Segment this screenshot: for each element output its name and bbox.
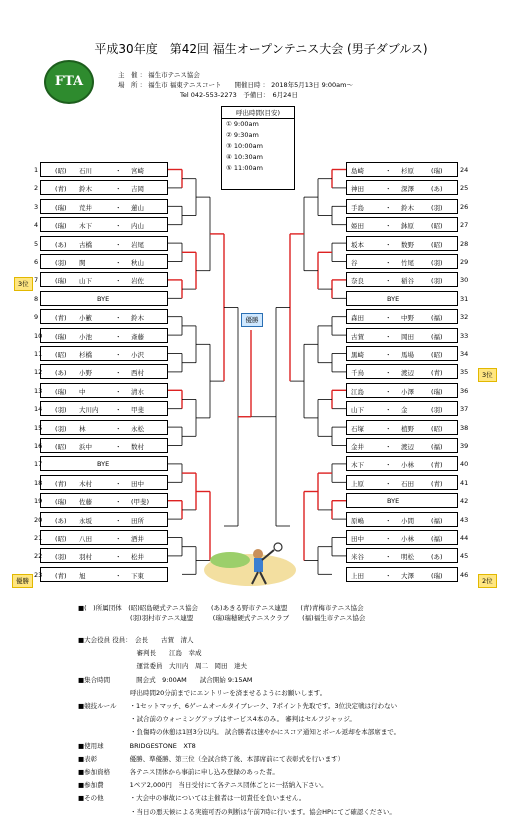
player-a: 永坂: [79, 516, 92, 525]
bye-label: BYE: [97, 460, 110, 469]
entry-row: [40, 328, 168, 343]
entry-number: 12: [34, 368, 43, 377]
player-a: 石川: [79, 167, 92, 175]
club: (昭): [55, 443, 67, 451]
entry-row: [346, 180, 458, 195]
call-time: ⑤ 11:00am: [226, 164, 263, 172]
entry-number: 9: [34, 313, 39, 322]
entry-number: 40: [460, 460, 469, 469]
entry-row: [40, 162, 168, 177]
player-b: 金: [401, 406, 408, 415]
entry-number: 32: [460, 313, 469, 322]
entry-number: 19: [34, 497, 43, 506]
dot: ・: [385, 479, 392, 488]
dot: ・: [385, 443, 392, 451]
page-title: 平成30年度 第42回 福生オープンテニス大会 (男子ダブルス): [94, 42, 428, 56]
player-a: 神田: [351, 185, 364, 194]
player-a: 佐藤: [79, 498, 92, 507]
dot: ・: [115, 167, 122, 175]
player-b: 竹尾: [401, 259, 414, 267]
club: (昭): [431, 240, 443, 249]
rule-line: ・負傷時の休憩は1回3分以内。 試合勝者は速やかにスコア通知とボール返却を本部席まで。: [78, 728, 401, 737]
rule-line: ■大会役員 役員： 会長 古賀 清人: [78, 636, 194, 644]
dot: ・: [385, 535, 392, 543]
entry-row: [40, 346, 168, 361]
player-b: 斎藤: [131, 332, 144, 341]
player-a: 上田: [351, 571, 364, 580]
player-b: 内山: [131, 222, 144, 231]
third-place-badge: 3位: [478, 368, 497, 382]
dot: ・: [385, 222, 392, 231]
entry-row: [40, 199, 168, 214]
dot: ・: [115, 185, 122, 194]
rule-line: ■その他 ・大会中の事故については主催者は一切責任を負いません。: [78, 794, 306, 803]
entry-row: [40, 364, 168, 379]
entry-number: 26: [460, 202, 469, 211]
rule-line: ■表彰 優勝、準優勝、第三位（全試合終了後、本部席前にて表彰式を行います）: [78, 754, 345, 763]
entry-row: [346, 530, 458, 545]
player-a: 森田: [351, 314, 364, 323]
player-a: 金井: [351, 443, 364, 451]
player-b: 吉岡: [131, 185, 144, 194]
club: (昭): [431, 222, 443, 231]
player-b: 蓮山: [131, 203, 144, 212]
player-b: 植野: [401, 424, 414, 433]
entry-number: 39: [460, 442, 469, 450]
player-b: 田所: [131, 516, 144, 525]
club: (羽): [55, 406, 67, 415]
player-a: 小池: [79, 332, 92, 341]
player-b: 小間: [401, 516, 414, 525]
player-a: 杉橋: [79, 351, 92, 359]
dot: ・: [115, 443, 122, 451]
entry-row: [346, 475, 458, 490]
entry-row: [40, 291, 168, 306]
player-b: 馬場: [401, 351, 414, 359]
entry-row: [346, 272, 458, 287]
club: (青): [55, 314, 67, 323]
dot: ・: [385, 167, 392, 175]
entry-number: 31: [460, 294, 469, 303]
entry-number: 3: [34, 202, 39, 211]
entry-row: [40, 512, 168, 527]
club: (青): [55, 185, 67, 194]
runner-up-badge: 2位: [478, 574, 497, 588]
dot: ・: [385, 185, 392, 194]
dot: ・: [385, 461, 392, 470]
entry-number: 18: [34, 478, 43, 487]
entry-number: 41: [460, 478, 469, 487]
entry-number: 13: [34, 386, 43, 395]
club: (福): [431, 443, 443, 451]
player-b: 岡田: [401, 332, 414, 341]
dot: ・: [385, 277, 392, 286]
player-a: 八田: [79, 535, 92, 543]
entry-row: [40, 493, 168, 508]
player-b: 小沢: [131, 351, 144, 359]
entry-row: [40, 180, 168, 195]
logo-text: FTA: [54, 74, 84, 89]
entry-number: 33: [460, 331, 469, 340]
player-a: 木下: [351, 461, 364, 470]
winner-badge: 優勝: [12, 574, 33, 588]
dot: ・: [385, 424, 392, 433]
entry-number: 5: [34, 239, 39, 248]
tennis-player-illustration: [200, 540, 300, 590]
club: (あ): [55, 240, 67, 249]
club: (瑞): [431, 571, 443, 580]
player-a: 千鳥: [351, 369, 364, 378]
player-b: 秋山: [131, 259, 144, 267]
club: (瑞): [431, 387, 443, 396]
club: (昭): [431, 424, 443, 433]
club: (瑞): [55, 387, 67, 396]
player-b: 渡辺: [401, 369, 414, 378]
club: (昭): [55, 351, 67, 359]
entry-number: 42: [460, 497, 469, 506]
dot: ・: [115, 203, 122, 212]
dot: ・: [115, 277, 122, 286]
entry-row: [346, 291, 458, 306]
info-line: Tel 042-553-2273 予備日： 6月24日: [180, 91, 298, 99]
entry-number: 4: [34, 221, 39, 230]
entry-row: [346, 438, 458, 453]
player-b: 鉢原: [401, 222, 414, 231]
club: (昭): [55, 535, 67, 543]
player-a: 小野: [79, 369, 92, 378]
champion-center-label: 優勝: [241, 313, 263, 327]
entry-number: 24: [460, 166, 469, 174]
rule-line: ・当日の悪天候による実施可否の判断は午前7時に行います。協会HPにてご確認ください。: [78, 807, 396, 816]
entry-row: [346, 328, 458, 343]
player-a: 田中: [351, 535, 364, 543]
player-b: 永松: [131, 424, 144, 433]
player-a: 上原: [351, 479, 364, 488]
player-a: 奈良: [351, 277, 364, 286]
player-b: 宮崎: [131, 167, 144, 175]
club: (羽): [431, 259, 443, 267]
player-a: 谷: [351, 259, 358, 267]
entry-row: [40, 217, 168, 232]
dot: ・: [385, 516, 392, 525]
player-a: 姫田: [351, 222, 364, 231]
club: (あ): [55, 369, 67, 378]
dot: ・: [385, 332, 392, 341]
club: (羽): [55, 259, 67, 267]
player-b: 石田: [401, 479, 414, 488]
entry-row: [40, 475, 168, 490]
player-a: 米谷: [351, 553, 364, 562]
legend-line: (羽)羽村市テニス連盟 (瑞)瑞穂硬式テニスクラブ (福)福生市テニス協会: [78, 614, 366, 622]
club: (福): [431, 535, 443, 543]
player-a: 関: [79, 259, 86, 267]
entry-row: [346, 493, 458, 508]
third-place-badge: 3位: [14, 277, 33, 291]
entry-number: 46: [460, 570, 469, 579]
entry-number: 45: [460, 552, 469, 561]
dot: ・: [385, 553, 392, 562]
player-a: 江島: [351, 387, 364, 396]
rule-line: ■集合時間 開会式 9:00AM 試合開始 9:15AM: [78, 675, 253, 684]
dot: ・: [115, 387, 122, 396]
player-a: 荒井: [79, 203, 92, 212]
entry-row: [40, 272, 168, 287]
player-b: 数村: [131, 443, 144, 451]
entry-number: 44: [460, 534, 469, 542]
player-a: 木下: [79, 222, 92, 231]
club: (あ): [55, 516, 67, 525]
entry-row: [40, 236, 168, 251]
club: (福): [431, 516, 443, 525]
dot: ・: [115, 351, 122, 359]
player-a: 坂本: [351, 240, 364, 249]
player-a: 山下: [351, 406, 364, 415]
player-b: 下東: [131, 571, 144, 580]
club: (福): [431, 314, 443, 323]
dot: ・: [385, 387, 392, 396]
entry-row: [346, 217, 458, 232]
entry-row: [40, 383, 168, 398]
entry-row: [346, 456, 458, 471]
player-a: 古賀: [351, 332, 364, 341]
call-time: ④ 10:30am: [226, 153, 263, 161]
player-b: 清水: [131, 387, 144, 396]
club: (羽): [55, 553, 67, 562]
player-a: 古橋: [79, 240, 92, 249]
dot: ・: [115, 369, 122, 378]
dot: ・: [115, 498, 122, 507]
call-time: ③ 10:00am: [226, 142, 263, 150]
club: (青): [431, 369, 443, 378]
dot: ・: [115, 240, 122, 249]
player-a: 手島: [351, 203, 364, 212]
player-b: 岩佐: [131, 277, 144, 286]
entry-row: [40, 530, 168, 545]
entry-number: 6: [34, 258, 39, 266]
entry-row: [346, 512, 458, 527]
club: (羽): [431, 277, 443, 286]
rule-line: ■参加資格 各テニス団体から事前に申し込み登録のあった者。: [78, 768, 279, 776]
club: (瑞): [55, 332, 67, 341]
club: (瑞): [431, 167, 443, 175]
dot: ・: [115, 332, 122, 341]
entry-row: [346, 254, 458, 269]
legend-line: ■( )所属団体 (昭)昭島硬式テニス協会 (あ)あきる野市テニス連盟 (青)青梅市テニス協会: [78, 604, 364, 612]
player-b: 稲谷: [401, 277, 414, 286]
entry-number: 36: [460, 386, 469, 395]
player-b: 小林: [401, 461, 414, 470]
player-a: 旭: [79, 571, 86, 580]
entry-number: 28: [460, 239, 469, 248]
entry-number: 37: [460, 405, 469, 414]
entry-row: [40, 456, 168, 471]
player-a: 石塚: [351, 424, 364, 433]
entry-number: 14: [34, 405, 43, 414]
player-a: 原嶋: [351, 516, 364, 525]
club: (羽): [431, 406, 443, 415]
player-a: 大川内: [79, 406, 99, 415]
entry-number: 16: [34, 442, 43, 450]
player-a: 島崎: [351, 167, 364, 175]
entry-number: 8: [34, 294, 39, 303]
dot: ・: [115, 535, 122, 543]
dot: ・: [115, 406, 122, 415]
bye-label: BYE: [387, 294, 400, 303]
call-time-header: 呼出時間(目安): [222, 107, 294, 119]
club: (青): [431, 461, 443, 470]
entry-number: 22: [34, 552, 43, 561]
entry-row: [346, 162, 458, 177]
entry-number: 25: [460, 184, 469, 193]
info-line: 主 催 ： 福生市テニス協会: [118, 71, 200, 79]
entry-number: 29: [460, 258, 469, 266]
club: (あ): [431, 553, 443, 562]
entry-row: [346, 364, 458, 379]
dot: ・: [385, 406, 392, 415]
club: (瑞): [55, 277, 67, 286]
player-a: 鈴木: [79, 185, 92, 194]
dot: ・: [385, 203, 392, 212]
player-a: 山下: [79, 277, 92, 286]
dot: ・: [115, 479, 122, 488]
player-b: 小澤: [401, 387, 414, 396]
player-a: 羽村: [79, 553, 92, 562]
entry-number: 2: [34, 184, 39, 193]
entry-number: 43: [460, 515, 469, 524]
player-a: 黒崎: [351, 351, 364, 359]
player-b: 西村: [131, 369, 144, 378]
entry-number: 20: [34, 515, 43, 524]
entry-number: 27: [460, 221, 469, 230]
entry-row: [40, 438, 168, 453]
bye-label: BYE: [387, 497, 400, 506]
club: (青): [431, 479, 443, 488]
club: (福): [431, 332, 443, 341]
entry-number: 10: [34, 331, 43, 340]
player-b: 大澤: [401, 571, 414, 580]
rule-line: ■使用球 BRIDGESTONE XT8: [78, 741, 196, 750]
dot: ・: [115, 571, 122, 580]
dot: ・: [115, 516, 122, 525]
entry-number: 23: [34, 570, 43, 579]
entry-row: [346, 199, 458, 214]
dot: ・: [385, 259, 392, 267]
dot: ・: [385, 240, 392, 249]
entry-row: [346, 383, 458, 398]
entry-number: 34: [460, 350, 469, 358]
player-a: 小籔: [79, 314, 92, 323]
player-a: 木村: [79, 479, 92, 488]
entry-row: [346, 401, 458, 416]
rule-line: 呼出時間20分前までにエントリーを済ませるようにお願いします。: [78, 688, 327, 697]
player-a: 中: [79, 387, 86, 396]
entry-number: 30: [460, 276, 469, 285]
entry-row: [40, 420, 168, 435]
dot: ・: [385, 314, 392, 323]
club: (昭): [55, 167, 67, 175]
dot: ・: [385, 571, 392, 580]
player-b: 鈴木: [131, 314, 144, 323]
player-a: 浜中: [79, 443, 92, 451]
player-b: 渡辺: [401, 443, 414, 451]
player-b: (甲斐): [131, 498, 150, 507]
player-b: 酒井: [131, 535, 144, 543]
entry-number: 35: [460, 368, 469, 377]
player-b: 杉原: [401, 167, 414, 175]
bye-label: BYE: [97, 294, 110, 303]
dot: ・: [385, 369, 392, 378]
entry-number: 17: [34, 460, 43, 469]
club: (瑞): [55, 203, 67, 212]
entry-number: 11: [34, 350, 43, 358]
player-b: 田中: [131, 479, 144, 488]
rule-line: 運営委員 大川内 周二 岡田 達夫: [78, 662, 247, 671]
player-b: 小林: [401, 535, 414, 543]
dot: ・: [115, 222, 122, 231]
dot: ・: [385, 351, 392, 359]
player-b: 岩尾: [131, 240, 144, 249]
entry-row: [40, 309, 168, 324]
entry-number: 38: [460, 423, 469, 432]
entry-number: 15: [34, 423, 43, 432]
player-b: 鈴木: [401, 203, 414, 212]
club: (青): [55, 479, 67, 488]
player-b: 数野: [401, 240, 414, 249]
rule-line: ■競技ルール ・1セットマッチ、6ゲームオールタイブレーク、7ポイント先取です。3位決定戦は行わない: [78, 702, 398, 710]
player-b: 明松: [401, 553, 414, 562]
dot: ・: [115, 424, 122, 433]
entry-row: [346, 346, 458, 361]
entry-row: [40, 254, 168, 269]
dot: ・: [115, 553, 122, 562]
entry-row: [346, 567, 458, 582]
entry-row: [346, 309, 458, 324]
call-time: ① 9:00am: [226, 120, 259, 128]
club: (青): [55, 571, 67, 580]
entry-row: [40, 567, 168, 582]
entry-row: [346, 548, 458, 563]
info-line: 場 所 ： 福生市 福東テニスコート 開催日時 ： 2018年5月13日 9:00am～: [118, 81, 353, 89]
rule-line: ■参加費 1ペア2,000円 当日受付にて各テニス団体ごとに一括納入下さい。: [78, 781, 328, 790]
player-b: 松井: [131, 553, 144, 562]
club: (羽): [55, 424, 67, 433]
entry-row: [346, 236, 458, 251]
call-time: ② 9:30am: [226, 131, 259, 139]
player-a: 林: [79, 424, 86, 433]
entry-row: [40, 548, 168, 563]
club: (瑞): [55, 222, 67, 231]
player-b: 深澤: [401, 185, 414, 194]
dot: ・: [115, 314, 122, 323]
club: (昭): [431, 351, 443, 359]
entry-number: 7: [34, 276, 39, 285]
rule-line: ・試合前のウォーミングアップはサービス4本のみ。 審判はセルフジャッジ。: [78, 715, 356, 724]
club: (瑞): [55, 498, 67, 507]
entry-number: 1: [34, 166, 39, 174]
player-b: 中野: [401, 314, 414, 323]
entry-row: [346, 420, 458, 435]
player-b: 甲斐: [131, 406, 144, 415]
club: (あ): [431, 185, 443, 194]
entry-row: [40, 401, 168, 416]
dot: ・: [115, 259, 122, 267]
club: (羽): [431, 203, 443, 212]
rule-line: 審判長 江島 幸成: [78, 649, 202, 658]
entry-number: 21: [34, 534, 43, 542]
